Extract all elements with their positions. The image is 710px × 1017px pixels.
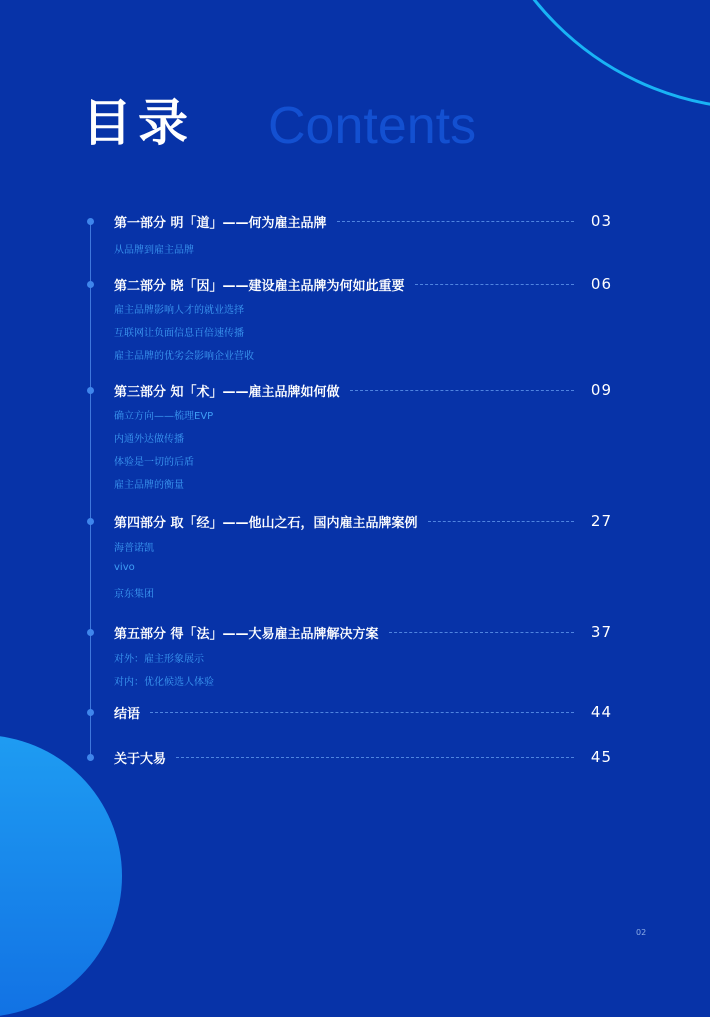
- toc-section-title: 第五部分 得「法」——大易雇主品牌解决方案: [114, 626, 379, 642]
- timeline-dot: [87, 387, 94, 394]
- toc-section-about[interactable]: [114, 747, 612, 767]
- toc-section-title: 第一部分 明「道」——何为雇主品牌: [114, 215, 327, 231]
- toc-page-number: 09: [590, 381, 612, 399]
- timeline-dot: [87, 629, 94, 636]
- toc-page-number: 03: [590, 212, 612, 230]
- toc-subitem[interactable]: 互联网让负面信息百倍速传播: [114, 328, 244, 339]
- toc-subitem[interactable]: 确立方向——梳理EVP: [114, 411, 214, 422]
- toc-subitem[interactable]: 对外：雇主形象展示: [114, 654, 204, 665]
- page-title: 目录: [82, 94, 194, 152]
- toc-page-number: 45: [590, 748, 612, 766]
- toc-page-number: 06: [590, 275, 612, 293]
- toc-subitem[interactable]: 京东集团: [114, 589, 154, 600]
- timeline-dot: [87, 218, 94, 225]
- toc-page-number: 27: [590, 512, 612, 530]
- dotted-leader: [415, 284, 574, 285]
- timeline-dot: [87, 281, 94, 288]
- toc-section-title: 第二部分 晓「因」——建设雇主品牌为何如此重要: [114, 278, 405, 294]
- toc-page-number: 37: [590, 623, 612, 641]
- toc-section-title: 结语: [114, 706, 141, 722]
- dotted-leader: [428, 521, 574, 522]
- timeline-dot: [87, 518, 94, 525]
- toc-subitem[interactable]: vivo: [114, 562, 135, 573]
- timeline-dot: [87, 709, 94, 716]
- decorative-arc: [470, 0, 710, 110]
- toc-section-title: 关于大易: [114, 751, 167, 767]
- toc-section-5[interactable]: [114, 622, 612, 642]
- toc-section-title: 第四部分 取「经」——他山之石，国内雇主品牌案例: [114, 515, 418, 531]
- dotted-leader: [389, 632, 574, 633]
- toc-section-conclusion[interactable]: [114, 702, 612, 722]
- toc-subitem[interactable]: 雇主品牌的优劣会影响企业营收: [114, 351, 254, 362]
- decorative-circle: [0, 735, 122, 1017]
- toc-subitem[interactable]: 雇主品牌的衡量: [114, 480, 184, 491]
- page-subtitle: Contents: [268, 97, 477, 155]
- toc-subitem[interactable]: 雇主品牌影响人才的就业选择: [114, 305, 244, 316]
- dotted-leader: [337, 221, 574, 222]
- timeline-dot: [87, 754, 94, 761]
- toc-page-number: 44: [590, 703, 612, 721]
- toc-section-1[interactable]: [114, 211, 612, 231]
- toc-section-2[interactable]: [114, 274, 612, 294]
- toc-subitem[interactable]: 内通外达做传播: [114, 434, 184, 445]
- toc-section-3[interactable]: [114, 380, 612, 400]
- timeline-line: [90, 222, 91, 758]
- toc-subitem[interactable]: 从品牌到雇主品牌: [114, 245, 194, 256]
- dotted-leader: [176, 757, 574, 758]
- toc-subitem[interactable]: 体验是一切的后盾: [114, 457, 194, 468]
- dotted-leader: [150, 712, 574, 713]
- toc-subitem[interactable]: 对内：优化候选人体验: [114, 677, 214, 688]
- dotted-leader: [350, 390, 574, 391]
- toc-section-title: 第三部分 知「术」——雇主品牌如何做: [114, 384, 340, 400]
- page-folio: 02: [636, 928, 647, 937]
- toc-section-4[interactable]: [114, 511, 612, 531]
- toc-subitem[interactable]: 海普诺凯: [114, 543, 154, 554]
